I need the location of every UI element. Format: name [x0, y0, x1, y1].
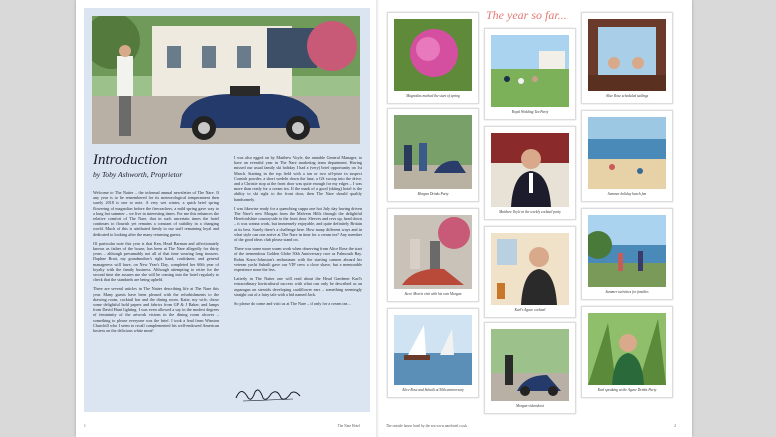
- caption: Summer activities for families: [605, 290, 649, 294]
- paragraph: There was some more warm work when observing from Alice Rose the start of the tremendous Golden Globe 50th Anniversary race as Falmouth Bay. Robin Knox-Johnston's enthusiasm with the starting cannon aboard his veteran yacht Suhaili gave our VIP crew a close shave, but a memorable experience none the less.: [234, 246, 362, 273]
- page-number: 2: [674, 424, 676, 428]
- photo-card: [581, 110, 673, 202]
- photo-card: [387, 308, 479, 398]
- hero-photo-morgan-car: [92, 16, 360, 144]
- article-column-2: [234, 155, 362, 310]
- intro-byline: by Toby Ashworth, Proprietor: [93, 170, 183, 179]
- paragraph: Welcome to The Natter – the informal annual newsletter of The Nare. If any year is to be remembered for its meteorological temperament then surely 2018 is one to note. A very wet winter, a quick brief spring flowering of magnolias before the firecrackers, a mild spring gave way to a long hot summer – we live in interesting times. For me this enhances the relative comfort of The Nare, that in such uncertain times the hotel continues to flourish yet remains a constant of stability in a changing world. Much of this is attributed firmly to our staff remaining loyal and dedicated to looking after the many returning guests.: [93, 190, 219, 237]
- photo-card: [387, 12, 479, 104]
- caption: Karl's Agave cocktail: [514, 308, 546, 312]
- photo-morgan-video: [491, 329, 569, 401]
- photo-summer-activities: [588, 215, 666, 287]
- paragraph: So please do come and visit us at The Nare – if only for a cream tea…: [234, 301, 352, 307]
- photo-royal-wedding: [491, 35, 569, 107]
- caption: Magnolias marked the start of spring: [406, 94, 460, 98]
- photo-alice-rose: [588, 19, 666, 91]
- caption: Royal Wedding Tea Party: [511, 110, 549, 114]
- photo-card: [387, 108, 479, 202]
- caption: Matthew Voyle at the weekly cocktail party: [499, 210, 561, 214]
- paragraph: Of particular note this year is that Ken, Head Barman and affectionately known as father of the house, has been at The Nare allegedly for thirty years – although presumably not all of that time wearing long trousers. Daphne Bratt, my grandmother's right hand, confidante, and general manageress will have, on New Year's Day, completed her 60th year of loyalty with the family business. Although attempting to retire for the second time she assures me she will be coming into the hotel regularly to check that the standards are being upheld.: [93, 240, 219, 283]
- photo-card: [484, 28, 576, 120]
- photo-alice-suhaili: [394, 315, 472, 385]
- photo-card: [484, 226, 576, 318]
- footer-hotel-name: The Nare Hotel: [337, 424, 360, 428]
- caption: Morgan Drinks Party: [417, 192, 449, 196]
- photo-magnolias: [394, 19, 472, 91]
- photo-card: [581, 12, 673, 104]
- photo-card: [484, 322, 576, 414]
- footer-text: The seaside house hotel by the sea www.narehotel.co.uk: [386, 424, 467, 428]
- paragraph: There are several articles in The Natter describing life at The Nare this year. Many guests have been pleased with the refurbishments to the drawing room, cocktail bar and the dining room. Katie, my wife, chose some delightful bold papers and fabrics from GP & J Baker, and lamps from David Hunt lighting. I was even allowed a say in the modest degrees of femininity of the artwork visions in the dining room alcoves – something to please everyone was the brief. I took a lead from Winston Churchill who I seem to recall complemented his well-endowed American hostess on the delicious white meat!: [93, 286, 219, 334]
- caption: Steve Morris visit with his own Morgan: [404, 292, 462, 296]
- caption: Summer holiday beach fun: [607, 192, 647, 196]
- caption: Alice Rose scheduled sailings: [605, 94, 649, 98]
- page-gutter: [376, 0, 382, 437]
- caption: Karl speaking at the Agave Drinks Party: [597, 388, 657, 392]
- article-column-1: [93, 190, 219, 337]
- caption: Morgan videoshoot: [516, 404, 544, 408]
- paragraph: I was likewise ready for a quenching cuppa one hot July day having driven The Nare's new Morgan from the Malvern Hills through the delightful Herefordshire countryside to the front door. Sleeves and revs up, head down – it was wanna work, but immensely enjoyable, and quite definitely Britain at its best. Surely there's a challenge here. How many different ways and in what style can one arrive at The Nare in time for a cream tea? Any member of the good ideas club please stand on.: [234, 205, 362, 243]
- photo-beach-fun: [588, 117, 666, 189]
- photo-matthew-voyle: [491, 133, 569, 207]
- signature-image: [233, 384, 303, 411]
- photo-card: [484, 126, 576, 220]
- paragraph: I was also egged on by Matthew Voyle, the amiable General Manager, to have an eventful year in The Nare marketing team department. Having missed our usual family ski holiday I had a (very) brief opportunity on 1st March. Starting in the top field with a tan or two off-piste in suspect Cornish powder, a short wedeln down the lane, a GS swoop into the drive, and a Christie stop at the front door was quite enough for my edges – I was more than ready for a cream tea. If the mark of a good (skiing) hotel is the ability to ski right to the front door, then The Nare should qualify handsomely.: [234, 155, 362, 202]
- photo-karl-agave: [588, 313, 666, 385]
- section-title: The year so far...: [486, 8, 567, 22]
- photo-card: [387, 208, 479, 302]
- photo-card: [581, 208, 673, 300]
- page-number: 1: [84, 424, 86, 428]
- photo-card: [581, 306, 673, 398]
- photo-steve-morris: [394, 215, 472, 289]
- intro-title: Introduction: [93, 152, 168, 168]
- paragraph: Latterly in The Natter one will read about the Head Gardener Karl's extraordinary horticultural success with what can only be described as an asparagus on steroids developing cauliflower ears – something seemingly straight out of a fairy tale with a bid named Jack.: [234, 276, 362, 297]
- photo-karl-cocktail: [491, 233, 569, 305]
- caption: Alice Rose and Suhaili at 50th anniversary: [402, 388, 464, 392]
- photo-morgan-drinks: [394, 115, 472, 189]
